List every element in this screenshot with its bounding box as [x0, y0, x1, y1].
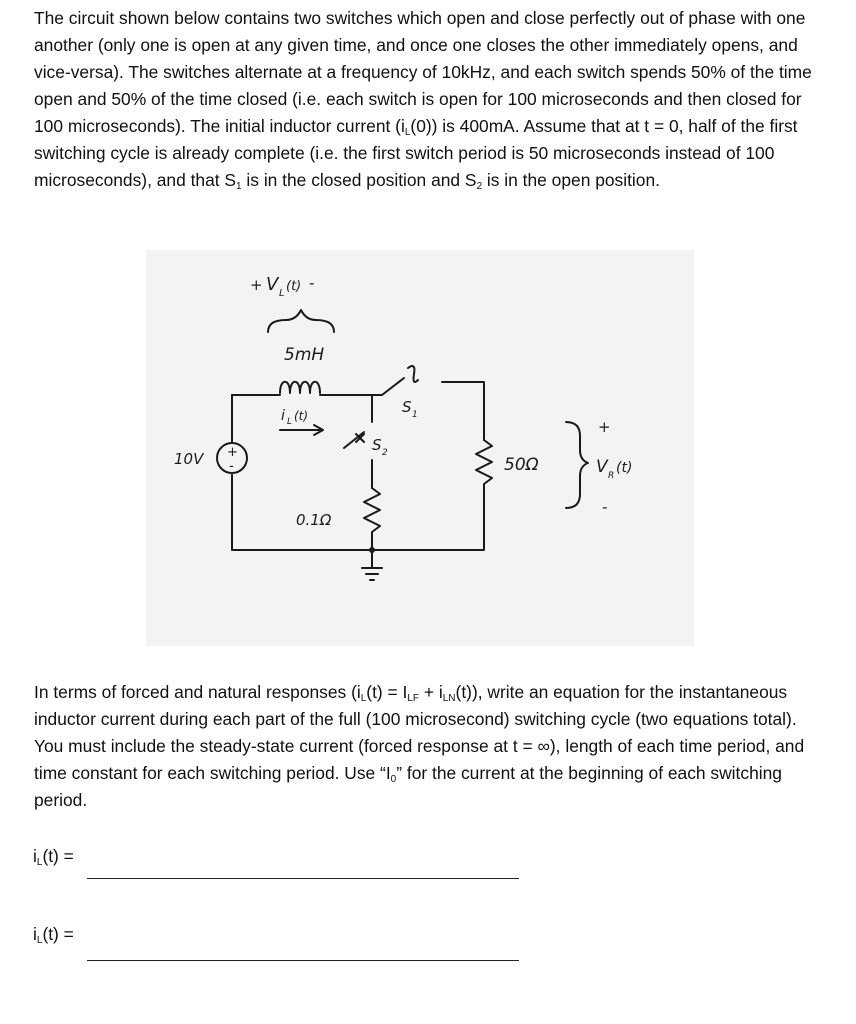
vl-minus-sign: -	[309, 274, 315, 292]
question-text: In terms of forced and natural responses $(i_L(t) = I_{LF} + i_{LN}(t))$, write an equation for the instantaneous inductor current during each part of the full (100 microsecond) switching cycle (two equations total). You must include the steady-state current (forced response at t = ∞), length of each time period, and time constant for each switching period. Use “$I_0$” for the current at the beginning of each switching period.	[34, 682, 805, 810]
ground-icon	[362, 550, 382, 580]
problem-statement: The circuit shown below contains two switches which open and close perfectly out of phase with one another (only one is open at any given time, and once one closes the other immediately opens, and vice-versa). The switches alternate at a frequency of 10kHz, and each switch spends 50% of the time open and 50% of the time closed (i.e. each switch is open for 100 microseconds and then closed for 100 microseconds). The initial inductor current $(i_L(0))$ is 400mA. Assume that at t = 0, half of the first switching cycle is already complete (i.e. the first switch period is 50 microseconds instead of 100 microseconds), and that $S_1$ is in the closed position and $S_2$ is in the open position.	[34, 8, 812, 192]
current-label-arg: (t)	[294, 409, 309, 423]
vr-brace	[566, 422, 588, 508]
small-resistor-symbol	[364, 488, 380, 550]
current-label-sub: L	[287, 417, 293, 427]
vl-brace	[268, 310, 334, 332]
source-minus-sign: -	[229, 459, 234, 474]
vl-label-sub: L	[279, 288, 285, 299]
vr-plus-sign: +	[598, 418, 611, 436]
s2-label: S	[372, 436, 382, 454]
small-resistor-value: 0.1Ω	[296, 511, 332, 529]
s1-label-sub: 1	[412, 410, 418, 420]
answer-label-1: $i_L(t)$ =	[33, 846, 74, 868]
vr-minus-sign: -	[602, 498, 608, 516]
load-resistor-symbol	[372, 440, 492, 550]
vr-label-sub: R	[608, 471, 615, 481]
source-value: 10V	[174, 450, 204, 468]
s2-label-sub: 2	[382, 448, 388, 458]
vr-label-arg: (t)	[616, 460, 633, 476]
answer-label-2: $i_L(t)$ =	[33, 924, 74, 946]
vl-plus-sign: +	[250, 276, 263, 294]
vr-label: V	[596, 457, 608, 477]
s1-label: S	[402, 398, 412, 416]
circuit-diagram	[146, 250, 694, 646]
vl-label: V	[266, 274, 279, 295]
s1-switch-blade	[372, 378, 404, 395]
current-label: i	[281, 408, 285, 424]
inductor-symbol	[280, 382, 320, 393]
answer-blank-2[interactable]	[87, 960, 519, 961]
inductor-value: 5mH	[284, 345, 325, 365]
vl-label-arg: (t)	[286, 279, 302, 294]
answer-blank-1[interactable]	[87, 878, 519, 879]
source-plus-sign: +	[227, 445, 238, 460]
load-resistor-value: 50Ω	[504, 455, 539, 475]
